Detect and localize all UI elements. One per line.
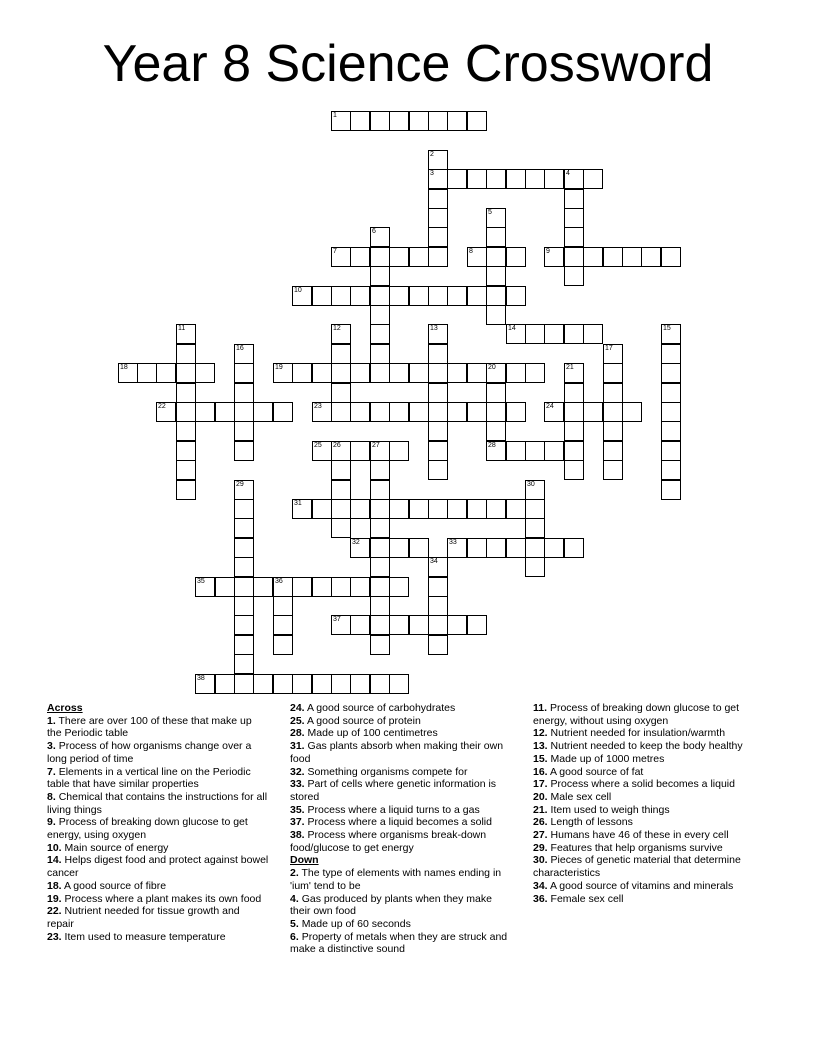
clue-item (290, 778, 512, 803)
clue-number: 20. (533, 790, 548, 803)
clue-text: Process where a liquid turns to a gas (307, 803, 480, 816)
clue-text: Made up of 100 centimetres (307, 727, 438, 740)
grid-number: 25 (314, 442, 322, 449)
grid-number: 23 (314, 403, 322, 410)
grid-number: 17 (605, 345, 613, 352)
grid-number: 7 (333, 248, 337, 255)
clue-number: 37. (290, 816, 305, 829)
clue-number: 11. (533, 702, 548, 714)
clue-item (290, 766, 512, 779)
clue-item (47, 766, 269, 791)
clue-text: Process where a liquid becomes a solid (307, 816, 492, 829)
clue-text: Made up of 1000 metres (550, 752, 665, 765)
clue-item (533, 791, 765, 804)
clue-item (533, 816, 765, 829)
clue-item (47, 842, 269, 855)
clue-item (533, 893, 765, 906)
grid-number: 34 (430, 558, 438, 565)
clue-item (290, 816, 512, 829)
grid-number: 22 (158, 403, 166, 410)
clue-number: 25. (290, 714, 305, 727)
clue-item (47, 740, 269, 765)
clue-item (533, 740, 765, 753)
clue-text: Process where organisms break-down food/glucose to get energy (290, 829, 487, 854)
clue-item (533, 880, 765, 893)
clue-number: 26. (533, 816, 548, 829)
clue-text: Main source of energy (64, 841, 169, 854)
clue-number: 32. (290, 765, 305, 778)
clue-item (290, 918, 512, 931)
clue-number: 29. (533, 841, 548, 854)
clue-number: 27. (533, 829, 548, 842)
clue-item (533, 842, 765, 855)
clue-text: A good source of vitamins and minerals (549, 879, 734, 892)
clue-number: 28. (290, 727, 305, 740)
clue-text: Gas produced by plants when they make their own food (290, 892, 492, 918)
clue-number: 14. (47, 854, 62, 867)
clue-text: Process where a solid becomes a liquid (550, 778, 735, 791)
clue-number: 7. (47, 765, 56, 778)
grid-number: 29 (236, 481, 244, 488)
clue-text: Nutrient needed for tissue growth and repair (47, 905, 240, 930)
clue-text: Part of cells where genetic information is stored (290, 778, 497, 803)
clue-text: Features that help organisms survive (550, 841, 723, 854)
grid-number: 14 (508, 325, 516, 332)
clue-number: 5. (290, 917, 299, 930)
clue-column-3 (533, 702, 765, 905)
clue-item (533, 778, 765, 791)
clue-item (290, 715, 512, 728)
clue-text: Helps digest food and protect against bowel cancer (47, 854, 269, 880)
clue-item (290, 931, 512, 956)
grid-number: 27 (372, 442, 380, 449)
grid-number: 5 (488, 209, 492, 216)
grid-number: 37 (333, 616, 341, 623)
clue-item (47, 816, 269, 841)
clue-text: Female sex cell (550, 892, 624, 905)
grid-number: 10 (294, 287, 302, 294)
clue-item (533, 804, 765, 817)
clue-number: 34. (533, 879, 548, 892)
clue-text: Item used to weigh things (550, 803, 670, 816)
down-heading: Down (290, 854, 319, 867)
clue-number: 4. (290, 892, 299, 905)
grid-number: 4 (566, 170, 570, 177)
grid-number: 6 (372, 228, 376, 235)
clue-item (533, 727, 765, 740)
clue-text: There are over 100 of these that make up the Periodic table (47, 714, 252, 740)
clue-item (290, 893, 512, 918)
clue-number: 10. (47, 841, 62, 854)
clue-number: 21. (533, 803, 548, 816)
clue-text: Length of lessons (550, 816, 633, 829)
clue-number: 12. (533, 727, 548, 740)
grid-number: 30 (527, 481, 535, 488)
clue-text: A good source of fibre (63, 879, 167, 892)
clue-number: 33. (290, 778, 305, 791)
clue-item (533, 753, 765, 766)
clue-text: The type of elements with names ending in 'ium' tend to be (290, 867, 502, 892)
clue-number: 22. (47, 905, 62, 918)
grid-number: 33 (449, 539, 457, 546)
clue-item (533, 829, 765, 842)
clue-text: Process of how organisms change over a long period of time (47, 740, 252, 765)
clue-item (533, 766, 765, 779)
clue-number: 36. (533, 892, 548, 905)
clue-number: 18. (47, 879, 62, 892)
clue-text: A good source of carbohydrates (306, 702, 456, 714)
grid-number: 11 (178, 325, 186, 332)
clue-number: 15. (533, 752, 548, 765)
grid-number: 24 (546, 403, 554, 410)
clue-number: 35. (290, 803, 305, 816)
clue-number: 31. (290, 740, 305, 753)
clue-text: Nutrient needed to keep the body healthy (550, 740, 743, 753)
clue-item (290, 702, 512, 715)
page-title: Year 8 Science Crossword (102, 35, 714, 93)
clue-number: 23. (47, 930, 62, 943)
grid-number: 28 (488, 442, 496, 449)
clue-number: 17. (533, 778, 548, 791)
grid-number: 12 (333, 325, 341, 332)
grid-number: 32 (352, 539, 360, 546)
grid-number: 26 (333, 442, 341, 449)
clue-number: 13. (533, 740, 548, 753)
clue-text: Nutrient needed for insulation/warmth (550, 727, 726, 740)
clue-text: A good source of protein (306, 714, 421, 727)
grid-number: 19 (275, 364, 283, 371)
grid-number: 2 (430, 151, 434, 158)
clue-text: Item used to measure temperature (64, 930, 226, 943)
clue-item (47, 880, 269, 893)
grid-number: 35 (197, 578, 205, 585)
grid-number: 16 (236, 345, 244, 352)
clue-text: Humans have 46 of these in every cell (550, 829, 729, 842)
clue-item (47, 791, 269, 816)
clue-number: 19. (47, 892, 62, 905)
grid-number: 3 (430, 170, 434, 177)
clue-number: 24. (290, 702, 305, 714)
clue-text: Pieces of genetic material that determine characteristics (533, 854, 741, 880)
clue-item (47, 893, 269, 906)
clue-text: Male sex cell (550, 790, 612, 803)
clue-number: 16. (533, 765, 548, 778)
clue-item (290, 829, 512, 854)
grid-number: 21 (566, 364, 574, 371)
clue-number: 6. (290, 930, 299, 943)
clue-text: Gas plants absorb when making their own food (290, 740, 504, 765)
clue-number: 38. (290, 829, 305, 842)
grid-number: 1 (333, 112, 337, 119)
clue-text: Something organisms compete for (307, 765, 468, 778)
grid-number: 31 (294, 500, 302, 507)
clue-number: 1. (47, 714, 56, 727)
clue-text: Process where a plant makes its own food (64, 892, 262, 905)
clue-item (290, 727, 512, 740)
clue-number: 8. (47, 790, 56, 803)
clue-text: Made up of 60 seconds (301, 917, 411, 930)
clue-text: Chemical that contains the instructions for all living things (47, 790, 268, 816)
clue-number: 2. (290, 867, 299, 880)
grid-number: 15 (663, 325, 671, 332)
clue-item (290, 740, 512, 765)
grid-number: 8 (469, 248, 473, 255)
clue-item (533, 702, 765, 727)
grid-number: 13 (430, 325, 438, 332)
clue-item (47, 854, 269, 879)
clue-text: Process of breaking down glucose to get energy, without using oxygen (533, 702, 740, 727)
across-heading: Across (47, 702, 83, 714)
clue-item (290, 867, 512, 892)
clue-column-1 (47, 702, 269, 943)
clue-item (47, 905, 269, 930)
clue-column-2 (290, 702, 512, 956)
clue-number: 9. (47, 816, 56, 829)
clue-number: 30. (533, 854, 548, 867)
clue-text: A good source of fat (549, 765, 644, 778)
grid-number: 20 (488, 364, 496, 371)
grid-number: 9 (546, 248, 550, 255)
clue-text: Elements in a vertical line on the Periodic table that have similar properties (47, 765, 251, 791)
clue-item (290, 804, 512, 817)
grid-number: 36 (275, 578, 283, 585)
grid-number: 18 (120, 364, 128, 371)
clue-item (533, 854, 765, 879)
clue-text: Process of breaking down glucose to get energy, using oxygen (47, 816, 248, 842)
clue-item (47, 715, 269, 740)
grid-number: 38 (197, 675, 205, 682)
clue-number: 3. (47, 740, 56, 753)
clue-item (47, 931, 269, 944)
clue-text: Property of metals when they are struck and make a distinctive sound (290, 930, 508, 956)
